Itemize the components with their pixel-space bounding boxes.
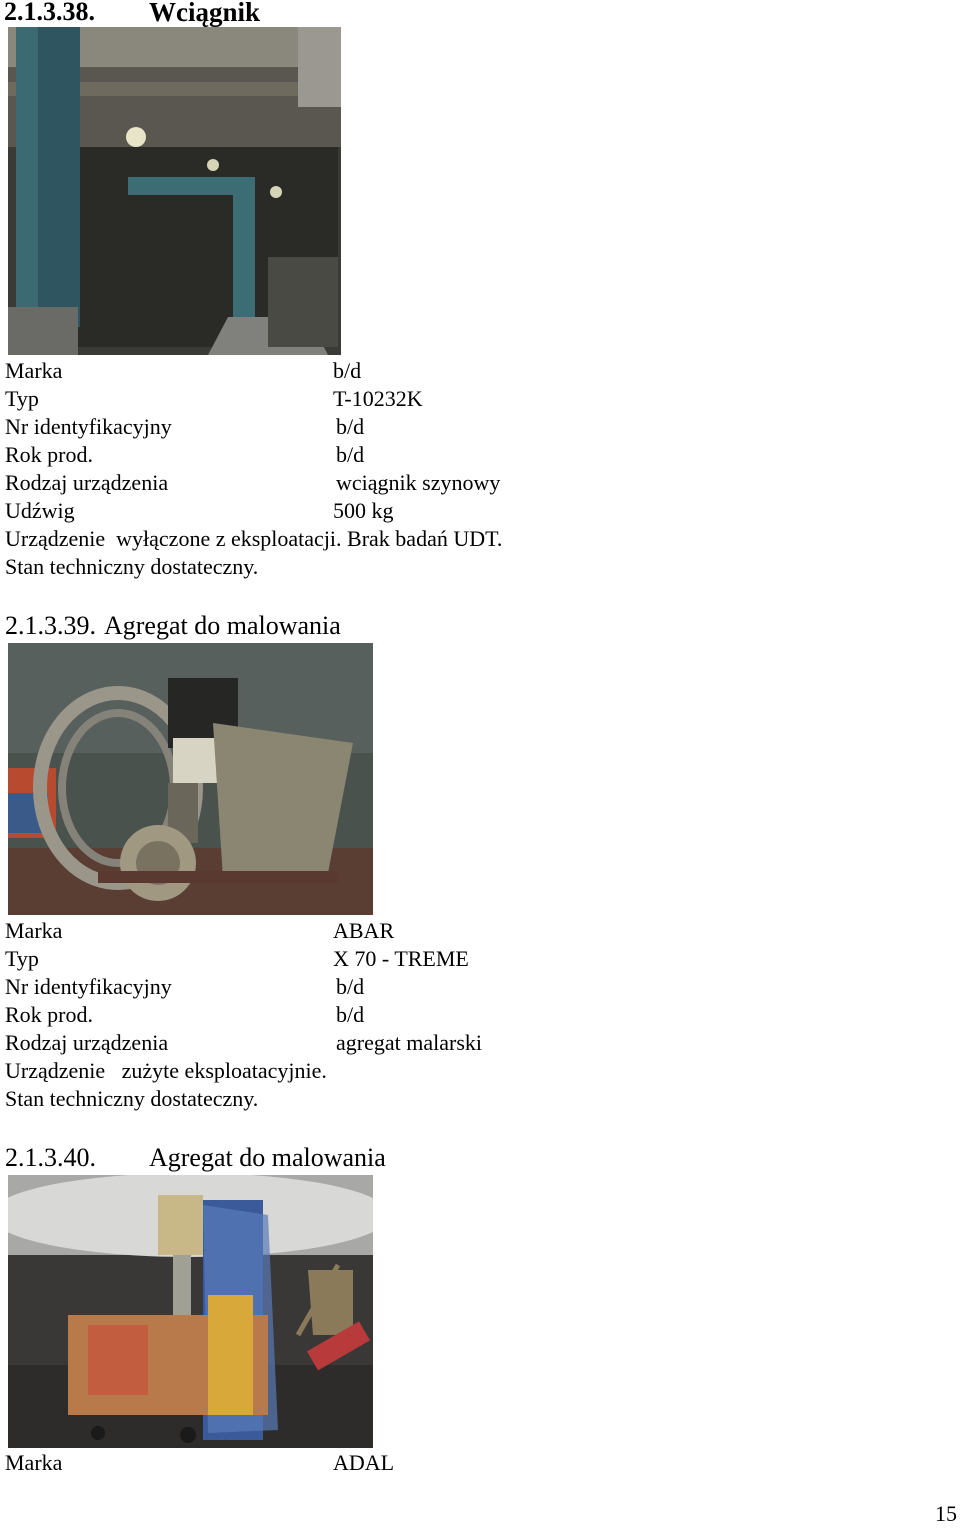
section-heading-title: Agregat do malowania	[104, 611, 341, 640]
spec-label: Marka	[5, 918, 63, 943]
spec-label: Udźwig	[5, 498, 75, 523]
paint-sprayer-photo	[8, 643, 373, 915]
page-number: 15	[935, 1501, 957, 1526]
note-text: Stan techniczny dostateczny.	[5, 1086, 259, 1111]
spec-label: Rok prod.	[5, 442, 93, 467]
spec-value: ABAR	[333, 918, 395, 943]
spec-label: Rodzaj urządzenia	[5, 1030, 169, 1055]
spec-label: Marka	[5, 1450, 63, 1475]
spec-label: Marka	[5, 358, 63, 383]
spec-value: ADAL	[333, 1450, 395, 1475]
note-text: Stan techniczny dostateczny.	[5, 554, 259, 579]
spec-label: Typ	[5, 386, 39, 411]
spec-label: Rok prod.	[5, 1002, 93, 1027]
spec-label: Rodzaj urządzenia	[5, 470, 169, 495]
spec-value: X 70 - TREME	[333, 946, 469, 971]
spec-value: 500 kg	[333, 498, 394, 523]
section-heading-number: 2.1.3.38.	[4, 0, 95, 26]
spec-value: agregat malarski	[336, 1030, 482, 1055]
hoist-photo	[8, 27, 341, 355]
spec-value: b/d	[336, 414, 365, 439]
spec-value: wciągnik szynowy	[336, 470, 501, 495]
note-text: Urządzenie zużyte eksploatacyjnie.	[5, 1058, 327, 1083]
spec-value: b/d	[336, 442, 365, 467]
spec-value: T-10232K	[333, 386, 423, 411]
spec-value: b/d	[333, 358, 362, 383]
section-heading-number: 2.1.3.39.	[5, 611, 96, 640]
spec-label: Nr identyfikacyjny	[5, 414, 172, 439]
paint-sprayer-photo-2	[8, 1175, 373, 1448]
spec-value: b/d	[336, 974, 365, 999]
spec-label: Typ	[5, 946, 39, 971]
spec-value: b/d	[336, 1002, 365, 1027]
spec-label: Nr identyfikacyjny	[5, 974, 172, 999]
section-heading-title: Agregat do malowania	[149, 1143, 386, 1172]
section-heading-number: 2.1.3.40.	[5, 1143, 96, 1172]
note-text: Urządzenie wyłączone z eksploatacji. Brak badań UDT.	[5, 526, 503, 551]
section-heading-title: Wciągnik	[149, 0, 261, 27]
